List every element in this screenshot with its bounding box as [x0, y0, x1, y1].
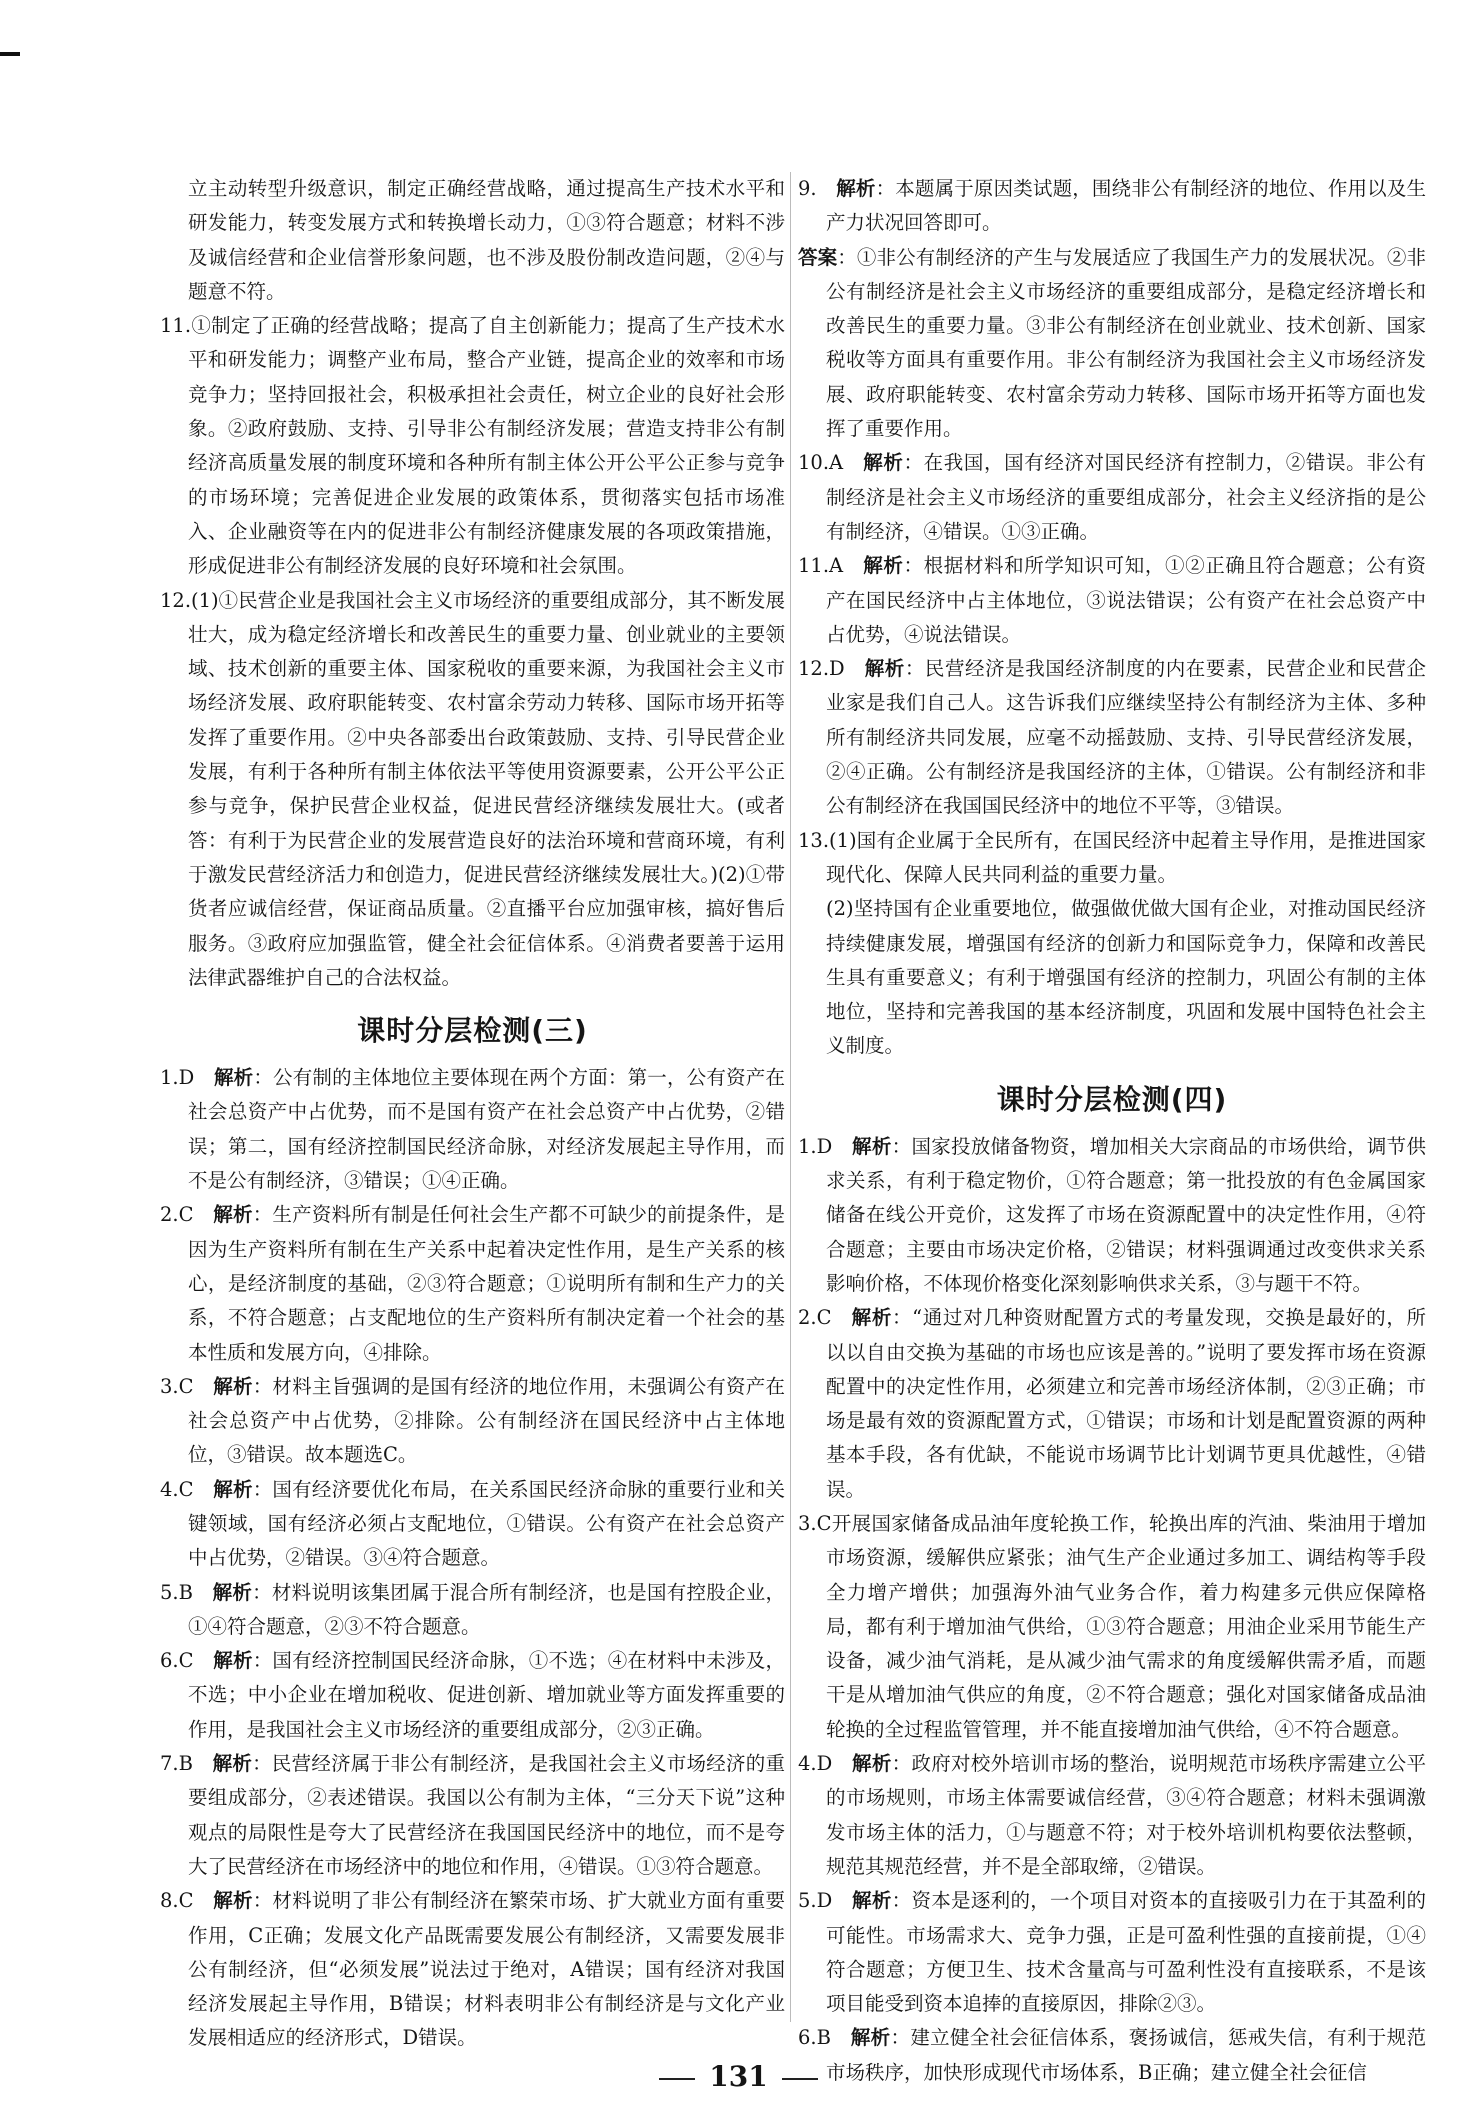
answer-number: 11.A: [798, 554, 863, 578]
section-title-3: 课时分层检测(三): [357, 1014, 588, 1048]
column-divider: [790, 172, 791, 2022]
answer-item: [798, 1507, 1426, 1747]
answer-number: 11.: [160, 314, 192, 338]
answer-item: [798, 652, 1426, 823]
answer-text: ：政府对校外培训市场的整治，说明规范市场秩序需建立公平的市场规则，市场主体需要诚信经营，③④符合题意；材料未强调激发市场主体的活力，①与题意不符；对于校外培训机构要依法整顿，规范其规范经营，并不是全部取缔，②错误。: [826, 1752, 1426, 1878]
right-column: [798, 172, 1426, 2090]
answer-item: [160, 1747, 785, 1884]
answer-text: 开展国家储备成品油年度轮换工作，轮换出库的汽油、柴油用于增加市场资源，缓解供应紧张；油气生产企业通过多加工、调结构等手段全力增产增供；加强海外油气业务合作，着力构建多元供应保障格局，都有利于增加油气供给，①③符合题意；用油企业采用节能生产设备，减少油气消耗，是从减少油气需求的角度缓解供需矛盾，而题干是从增加油气供应的角度，②不符合题意；强化对国家储备成品油轮换的全过程监管管理，并不能直接增加油气供给，④不符合题意。: [826, 1511, 1426, 1741]
answer-label: 解析: [213, 1649, 253, 1673]
answer-number: 8.C: [160, 1889, 214, 1913]
answer-number: 6.C: [160, 1649, 214, 1673]
answer-label: 解析: [212, 1752, 253, 1776]
answer-number: 5.D: [798, 1889, 852, 1913]
left-top-answers: [160, 172, 785, 995]
answer-text: (1)①民营企业是我国社会主义市场经济的重要组成部分，其不断发展壮大，成为稳定经济增长和改善民生的重要力量、创业就业的主要领域、技术创新的重要主体、国家税收的重要来源，为我国社会主义市场经济发展、政府职能转变、农村富余劳动力转移、国际市场开拓等发挥了重要作用。②中央各部委出台政策鼓励、支持、引导民营企业发展，有利于各种所有制主体依法平等使用资源要素，公开公平公正参与竞争，保护民营企业权益，促进民营经济继续发展壮大。(或者答：有利于为民营企业的发展营造良好的法治环境和营商环境，有利于激发民营经济活力和创造力，促进民营经济继续发展壮大。)(2)①带货者应诚信经营，保证商品质量。②直播平台应加强审核，搞好售后服务。③政府应加强监管，健全社会征信体系。④消费者要善于运用法律武器维护自己的合法权益。: [188, 588, 785, 989]
answer-number: 7.B: [160, 1752, 213, 1776]
answer-label: 解析: [850, 2026, 891, 2050]
answer-text: ：建立健全社会征信体系，褒扬诚信，惩戒失信，有利于规范市场秩序，加快形成现代市场体系，B正确；建立健全社会征信: [826, 2026, 1426, 2084]
corner-mark: [0, 52, 20, 56]
answer-label: 解析: [851, 1306, 892, 1330]
answer-text: (1)国有企业属于全民所有，在国民经济中起着主导作用，是推进国家现代化、保障人民共同利益的重要力量。: [826, 828, 1426, 886]
answer-item: [160, 1198, 785, 1369]
answer-number: 2.C: [160, 1203, 214, 1227]
answer-text: 立主动转型升级意识，制定正确经营战略，通过提高生产技术水平和研发能力，转变发展方式和转换增长动力，①③符合题意；材料不涉及诚信经营和企业信誉形象问题，也不涉及股份制改造问题，②④与题意不符。: [188, 177, 785, 303]
answer-number: 6.B: [798, 2026, 851, 2050]
answer-label: 解析: [851, 1134, 892, 1158]
answer-text: ：本题属于原因类试题，围绕非公有制经济的地位、作用以及生产力状况回答即可。: [826, 177, 1426, 235]
answer-number: 3.C: [160, 1374, 214, 1398]
answer-item: [798, 241, 1426, 447]
answer-label: 解析: [851, 1752, 892, 1776]
page-number-text: 131: [709, 2060, 768, 2093]
answer-item: [160, 1370, 785, 1473]
answer-number: 4.C: [160, 1477, 214, 1501]
answer-label: 解析: [213, 1203, 253, 1227]
answer-text: ：材料说明该集团属于混合所有制经济，也是国有控股企业，①④符合题意，②③不符合题意。: [188, 1580, 785, 1638]
section-title-4: 课时分层检测(四): [996, 1082, 1228, 1116]
answer-item: [160, 584, 785, 996]
answer-text: ：民营经济属于非公有制经济，是我国社会主义市场经济的重要组成部分，②表述错误。我国以公有制为主体，“三分天下说”这种观点的局限性是夸大了民营经济在我国国民经济中的地位，而不是夸大了民营经济在市场经济中的地位和作用，④错误。①③符合题意。: [188, 1752, 785, 1878]
answer-label: 解析: [862, 451, 904, 475]
answer-number: 3.C: [798, 1511, 832, 1535]
answer-item: [798, 892, 1426, 1063]
answer-text: ：材料说明了非公有制经济在繁荣市场、扩大就业方面有重要作用，C正确；发展文化产品既需要发展公有制经济，又需要发展非公有制经济，但“必须发展”说法过于绝对，A错误；国有经济对我国经济发展起主导作用，B错误；材料表明非公有制经济是与文化产业发展相适应的经济形式，D错误。: [188, 1889, 785, 2050]
answer-label: 解析: [836, 177, 876, 200]
answer-text: ：“通过对几种资财配置方式的考量发现，交换是最好的，所以以自由交换为基础的市场也应该是善的。”说明了要发挥市场在资源配置中的决定性作用，必须建立和完善市场经济体制，②③正确；市场是最有效的资源配置方式，①错误；市场和计划是配置资源的两种基本手段，各有优缺，不能说市场调节比计划调节更具优越性，④错误。: [826, 1306, 1426, 1501]
answer-label: 解析: [213, 1477, 253, 1501]
answer-item: [160, 172, 785, 309]
answer-text: ：国有经济要优化布局，在关系国民经济命脉的重要行业和关键领域，国有经济必须占支配地位，①错误。公有资产在社会总资产中占优势，②错误。③④符合题意。: [188, 1477, 785, 1570]
answer-text: ：①非公有制经济的产生与发展适应了我国生产力的发展状况。②非公有制经济是社会主义市场经济的重要组成部分，是稳定经济增长和改善民生的重要力量。③非公有制经济在创业就业、技术创新、国家税收等方面具有重要作用。非公有制经济为我国社会主义市场经济发展、政府职能转变、农村富余劳动力转移、国际市场开拓等方面也发挥了重要作用。: [826, 245, 1426, 441]
answer-number: 13.: [798, 828, 830, 852]
answer-number: 2.C: [798, 1306, 852, 1330]
answer-item: [160, 1473, 785, 1576]
answer-item: [798, 824, 1426, 893]
answer-text: ：生产资料所有制是任何社会生产都不可缺少的前提条件，是因为生产资料所有制在生产关系中起着决定性作用，是生产关系的核心，是经济制度的基础，②③符合题意；①说明所有制和生产力的关系，不符合题意；占支配地位的生产资料所有制决定着一个社会的基本性质和发展方向，④排除。: [188, 1203, 785, 1364]
answer-label: 解析: [862, 554, 904, 578]
right-bottom-answers: [798, 1130, 1426, 2090]
answer-item: [798, 1884, 1426, 2021]
answer-label: 解析: [851, 1889, 892, 1913]
answer-item: [798, 1130, 1426, 1301]
answer-number: 1.D: [798, 1134, 852, 1158]
answer-text: ：材料主旨强调的是国有经济的地位作用，未强调公有资产在社会总资产中占优势，②排除。公有制经济在国民经济中占主体地位，③错误。故本题选C。: [188, 1374, 785, 1467]
answer-item: [798, 1301, 1426, 1507]
answer-label: 解析: [212, 1580, 253, 1604]
answer-label: 解析: [213, 1889, 253, 1913]
answer-text: ：资本是逐利的，一个项目对资本的直接吸引力在于其盈利的可能性。市场需求大、竞争力强，正是可盈利性强的直接前提，①④符合题意；方便卫生、技术含量高与可盈利性没有直接联系，不是该项目能受到资本追捧的直接原因，排除②③。: [826, 1889, 1426, 2016]
answer-text: ：在我国，国有经济对国民经济有控制力，②错误。非公有制经济是社会主义市场经济的重要组成部分，社会主义经济指的是公有制经济，④错误。①③正确。: [826, 451, 1426, 543]
answer-item: [798, 446, 1426, 549]
answer-number: 9.: [798, 177, 837, 200]
answer-label: 解析: [213, 1374, 253, 1398]
answer-item: [160, 1061, 785, 1198]
answer-label: 答案: [798, 245, 838, 269]
answer-text: ：国家投放储备物资，增加相关大宗商品的市场供给，调节供求关系，有利于稳定物价，①符合题意；第一批投放的有色金属国家储备在线公开竞价，这发挥了市场在资源配置中的决定性作用，④符合题意；主要由市场决定价格，②错误；材料强调通过改变供求关系影响价格，不体现价格变化深刻影响供求关系，③与题干不符。: [826, 1134, 1426, 1295]
answer-text: ：公有制的主体地位主要体现在两个方面：第一，公有资产在社会总资产中占优势，而不是国有资产在社会总资产中占优势，②错误；第二，国有经济控制国民经济命脉，对经济发展起主导作用，而不是公有制经济，③错误；①④正确。: [188, 1066, 785, 1193]
answer-text: ：根据材料和所学知识可知，①②正确且符合题意；公有资产在国民经济中占主体地位，③说法错误；公有资产在社会总资产中占优势，④说法错误。: [826, 554, 1426, 646]
answer-text: ：民营经济是我国经济制度的内在要素，民营企业和民营企业家是我们自己人。这告诉我们应继续坚持公有制经济为主体、多种所有制经济共同发展，应毫不动摇鼓励、支持、引导民营经济发展，②④正确。公有制经济是我国经济的主体，①错误。公有制经济和非公有制经济在我国国民经济中的地位不平等，③错误。: [826, 657, 1426, 818]
right-top-answers: [798, 172, 1426, 1064]
left-column: [160, 172, 785, 2056]
answer-label: 解析: [864, 657, 905, 681]
answer-number: 12.D: [798, 657, 865, 681]
answer-number: 10.A: [798, 451, 863, 475]
page-number: [0, 2060, 1477, 2093]
answer-number: 1.D: [160, 1066, 214, 1090]
page-number-dash-left: [659, 2078, 695, 2080]
answer-text: (2)坚持国有企业重要地位，做强做优做大国有企业，对推动国民经济持续健康发展，增强国有经济的创新力和国际竞争力，保障和改善民生具有重要意义；有利于增强国有经济的控制力，巩固公有制的主体地位，坚持和完善我国的基本经济制度，巩固和发展中国特色社会主义制度。: [826, 897, 1426, 1058]
answer-number: 5.B: [160, 1580, 213, 1604]
answer-item: [798, 172, 1426, 241]
answer-item: [160, 1884, 785, 2055]
answer-number: 12.: [160, 588, 192, 612]
answer-number: 4.D: [798, 1752, 852, 1776]
answer-item: [160, 309, 785, 583]
answer-label: 解析: [213, 1066, 254, 1090]
answer-item: [798, 549, 1426, 652]
answer-item: [798, 1747, 1426, 1884]
answer-item: [160, 1644, 785, 1747]
page-number-dash-right: [782, 2078, 818, 2080]
left-bottom-answers: [160, 1061, 785, 2056]
answer-text: ：国有经济控制国民经济命脉，①不选；④在材料中未涉及，不选；中小企业在增加税收、促进创新、增加就业等方面发挥重要的作用，是我国社会主义市场经济的重要组成部分，②③正确。: [188, 1649, 785, 1741]
answer-text: ①制定了正确的经营战略；提高了自主创新能力；提高了生产技术水平和研发能力；调整产业布局，整合产业链，提高企业的效率和市场竞争力；坚持回报社会，积极承担社会责任，树立企业的良好社会形象。②政府鼓励、支持、引导非公有制经济发展；营造支持非公有制经济高质量发展的制度环境和各种所有制主体公开公平公正参与竞争的市场环境；完善促进企业发展的政策体系，贯彻落实包括市场准入、企业融资等在内的促进非公有制经济健康发展的各项政策措施，形成促进非公有制经济发展的良好环境和社会氛围。: [188, 314, 785, 578]
answer-item: [160, 1576, 785, 1645]
